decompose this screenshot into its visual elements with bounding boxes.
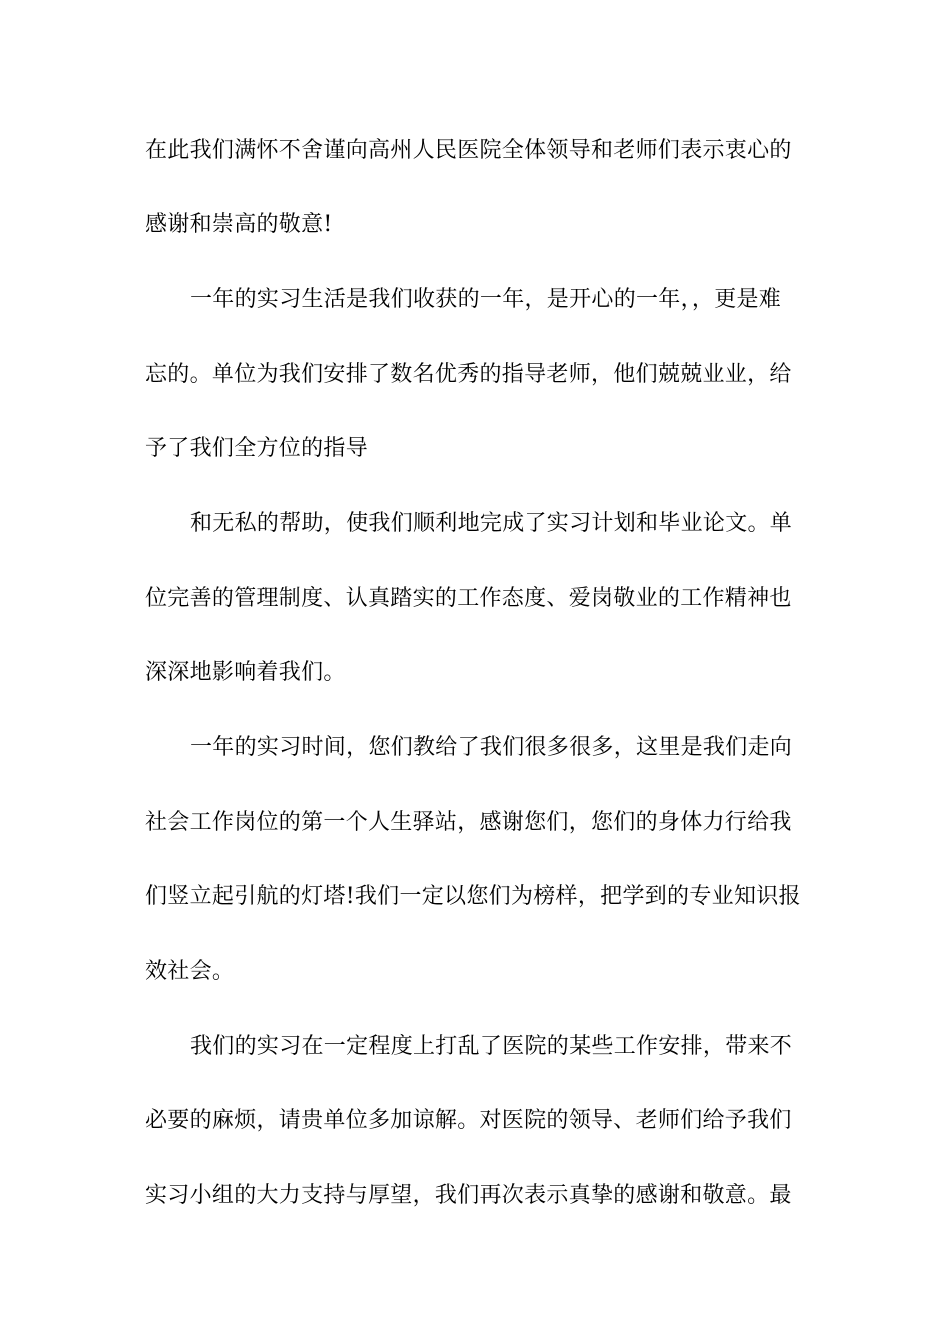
- text-line-2: 感谢和崇高的敬意!: [145, 212, 333, 237]
- text-line-14: 必要的麻烦，请贵单位多加谅解。对医院的领导、老师们给予我们: [145, 1108, 792, 1133]
- text-line-6: 和无私的帮助，使我们顺利地完成了实习计划和毕业论文。单: [190, 511, 793, 536]
- text-line-1: 在此我们满怀不舍谨向高州人民医院全体领导和老师们表示衷心的: [145, 138, 792, 163]
- text-line-8: 深深地影响着我们。: [145, 660, 346, 685]
- text-line-12: 效社会。: [145, 959, 235, 984]
- text-line-11: 们竖立起引航的灯塔!我们一定以您们为榜样，把学到的专业知识报: [145, 884, 801, 909]
- text-line-7: 位完善的管理制度、认真踏实的工作态度、爱岗敬业的工作精神也: [145, 586, 792, 611]
- text-line-3: 一年的实习生活是我们收获的一年，是开心的一年，，更是难: [190, 287, 782, 312]
- text-line-5: 予了我们全方位的指导: [145, 436, 369, 461]
- text-line-4: 忘的。单位为我们安排了数名优秀的指导老师，他们兢兢业业，给: [145, 362, 792, 387]
- text-line-13: 我们的实习在一定程度上打乱了医院的某些工作安排，带来不: [190, 1034, 793, 1059]
- text-line-15: 实习小组的大力支持与厚望，我们再次表示真挚的感谢和敬意。最: [145, 1183, 792, 1208]
- text-line-10: 社会工作岗位的第一个人生驿站，感谢您们，您们的身体力行给我: [145, 810, 792, 835]
- text-line-9: 一年的实习时间，您们教给了我们很多很多，这里是我们走向: [190, 735, 793, 760]
